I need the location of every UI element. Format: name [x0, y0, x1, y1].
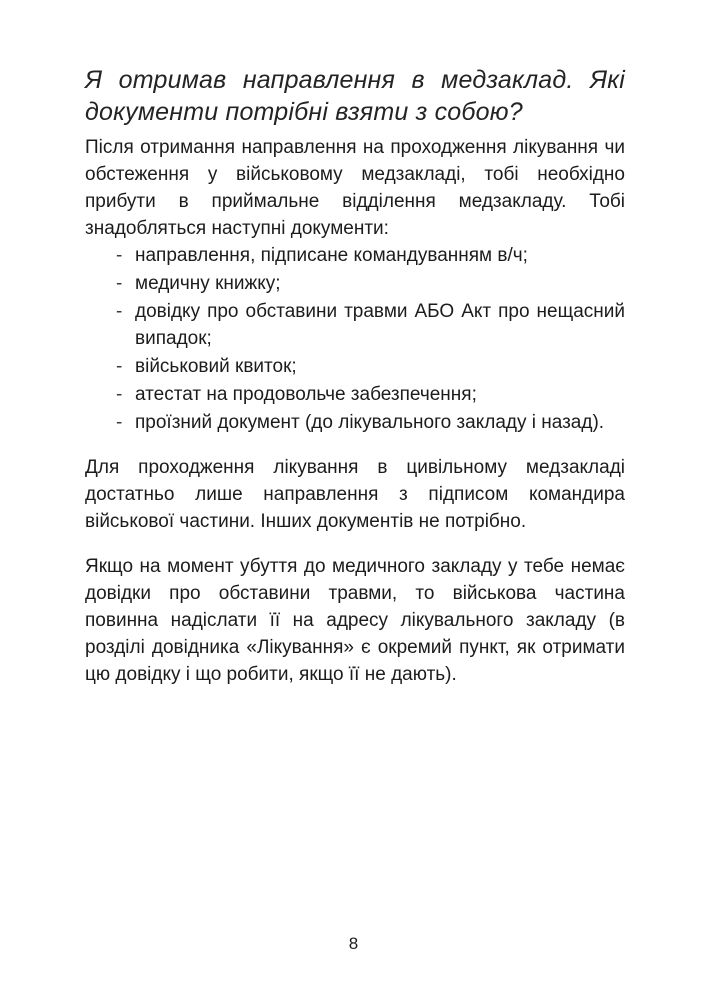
list-item-text: військовий квиток; — [135, 356, 297, 377]
list-item-text: направлення, підписане командуванням в/ч; — [135, 245, 528, 266]
list-item — [85, 381, 625, 408]
page-content — [85, 64, 625, 688]
list-bullet-dash: - — [116, 301, 123, 322]
list-bullet-dash: - — [116, 273, 123, 294]
intro-paragraph: Після отримання направлення на проходження лікування чи обстеження у військовому медзакладі, тобі необхідно прибути в приймальне відділення медзакладу. Тобі знадобляться наступні документи: — [85, 137, 625, 239]
page-title: Я отримав направлення в медзаклад. Які документи потрібні взяти з собою? — [85, 66, 625, 126]
list-item — [85, 409, 625, 436]
injury-certificate-paragraph: Якщо на момент убуття до медичного закладу у тебе немає довідки про обставини травми, то військова частина повинна надіслати її на адресу лікувального закладу (в розділі довідника «Лікування» є окремий пункт, як отримати цю довідку і що робити, якщо її не дають). — [85, 556, 625, 685]
list-item-text: медичну книжку; — [135, 273, 281, 294]
list-bullet-dash: - — [116, 412, 123, 433]
list-bullet-dash: - — [116, 245, 123, 266]
list-bullet-dash: - — [116, 384, 123, 405]
civilian-medfacility-paragraph: Для проходження лікування в цивільному медзакладі достатньо лише направлення з підписом командира військової частини. Інших документів не потрібно. — [85, 457, 625, 532]
list-item-text: атестат на продовольче забезпечення; — [135, 384, 477, 405]
list-item-text: довідку про обставини травми АБО Акт про нещасний випадок; — [135, 301, 625, 349]
list-item — [85, 353, 625, 380]
list-item — [85, 270, 625, 297]
page-number: 8 — [348, 934, 359, 953]
list-bullet-dash: - — [116, 356, 123, 377]
list-item — [85, 298, 625, 352]
documents-list — [85, 242, 625, 436]
list-item-text: проїзний документ (до лікувального закладу і назад). — [135, 412, 605, 433]
list-item — [85, 242, 625, 269]
